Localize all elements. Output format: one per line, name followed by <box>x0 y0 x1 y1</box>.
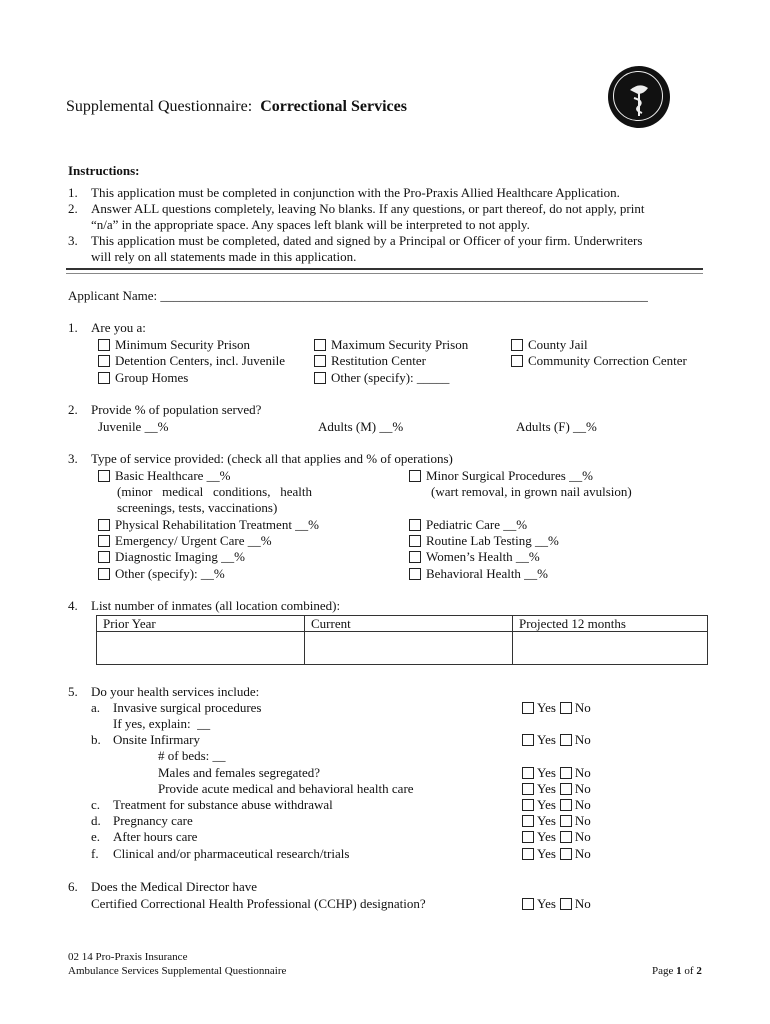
yes-checkbox[interactable] <box>522 898 534 910</box>
q5-item-text: Treatment for substance abuse withdrawal <box>113 797 333 812</box>
checkbox[interactable] <box>314 355 326 367</box>
yes-no-choice[interactable]: Yes No <box>522 765 591 781</box>
footer-line: Ambulance Services Supplemental Questionnaire <box>68 965 287 977</box>
q5-item-text: Clinical and/or pharmaceutical research/trials <box>113 846 350 861</box>
q3-option[interactable]: Minor Surgical Procedures __% <box>409 468 593 484</box>
checkbox[interactable] <box>98 551 110 563</box>
q1-option[interactable]: Group Homes <box>98 370 188 386</box>
checkbox[interactable] <box>409 519 421 531</box>
q3-option[interactable]: Diagnostic Imaging __% <box>98 549 245 565</box>
q1-option[interactable]: Restitution Center <box>314 353 426 369</box>
yes-no-choice[interactable]: Yes No <box>522 732 591 748</box>
q4-number: 4. <box>68 598 78 613</box>
no-checkbox[interactable] <box>560 799 572 811</box>
checkbox[interactable] <box>98 519 110 531</box>
no-checkbox[interactable] <box>560 734 572 746</box>
yes-checkbox[interactable] <box>522 702 534 714</box>
yes-no-choice[interactable]: Yes No <box>522 813 591 829</box>
no-checkbox[interactable] <box>560 898 572 910</box>
instruction-text: This application must be completed, dated and signed by a Principal or Officer of your firm. Underwriters <box>91 233 643 248</box>
instruction-num: 2. <box>68 201 78 216</box>
checkbox[interactable] <box>314 339 326 351</box>
q4-text: List number of inmates (all location combined): <box>91 598 341 613</box>
instruction-text: Answer ALL questions completely, leaving No blanks. If any questions, or part thereof, do not apply, print <box>91 201 645 216</box>
q1-option[interactable]: County Jail <box>511 337 588 353</box>
q5-item-text: After hours care <box>113 829 198 844</box>
table-header-row <box>97 616 708 632</box>
yes-checkbox[interactable] <box>522 799 534 811</box>
instruction-text: “n/a” in the appropriate space. Any spaces left blank will be interpreted to not apply. <box>91 217 530 232</box>
q1-number: 1. <box>68 320 78 335</box>
projected-cell[interactable] <box>513 632 708 665</box>
inmates-table <box>96 615 708 665</box>
no-checkbox[interactable] <box>560 783 572 795</box>
q3-option[interactable]: Pediatric Care __% <box>409 517 527 533</box>
q5-item-label: e. <box>91 829 101 844</box>
q5-item-text: Invasive surgical procedures <box>113 700 262 715</box>
yes-checkbox[interactable] <box>522 734 534 746</box>
checkbox[interactable] <box>409 470 421 482</box>
q5-item-label: c. <box>91 797 101 812</box>
yes-no-choice[interactable]: Yes No <box>522 797 591 813</box>
instruction-text: This application must be completed in conjunction with the Pro-Praxis Allied Healthcare Application. <box>91 185 620 200</box>
checkbox[interactable] <box>98 535 110 547</box>
q2-text: Provide % of population served? <box>91 402 262 417</box>
yes-no-choice[interactable]: Yes No <box>522 846 591 862</box>
company-logo <box>608 66 670 128</box>
no-checkbox[interactable] <box>560 702 572 714</box>
q1-option[interactable]: Minimum Security Prison <box>98 337 250 353</box>
yes-checkbox[interactable] <box>522 848 534 860</box>
no-checkbox[interactable] <box>560 767 572 779</box>
checkbox[interactable] <box>98 372 110 384</box>
q5-item-text: Males and females segregated? <box>158 765 321 780</box>
q1-text: Are you a: <box>91 320 146 335</box>
instruction-num: 1. <box>68 185 78 200</box>
q5-item-label: f. <box>91 846 99 861</box>
title-bold: Correctional Services <box>260 98 407 115</box>
q5-item-label: d. <box>91 813 101 828</box>
q3-option[interactable]: Basic Healthcare __% <box>98 468 231 484</box>
yes-no-choice[interactable]: Yes No <box>522 781 591 797</box>
q2-juvenile[interactable]: Juvenile __% <box>98 419 169 434</box>
column-header: Prior Year <box>97 616 305 632</box>
applicant-name-field[interactable]: Applicant Name: ___________________________________________________________________________ <box>68 288 648 303</box>
q3-option[interactable]: Physical Rehabilitation Treatment __% <box>98 517 319 533</box>
column-header: Projected 12 months <box>513 616 708 632</box>
no-checkbox[interactable] <box>560 848 572 860</box>
q3-option[interactable]: Other (specify): __% <box>98 566 225 582</box>
yes-checkbox[interactable] <box>522 783 534 795</box>
checkbox[interactable] <box>511 339 523 351</box>
q5-number: 5. <box>68 684 78 699</box>
q1-option[interactable]: Other (specify): _____ <box>314 370 449 386</box>
page-number: Page 1 of 2 <box>652 965 702 977</box>
q3-number: 3. <box>68 451 78 466</box>
q3-note: screenings, tests, vaccinations) <box>117 500 278 515</box>
no-checkbox[interactable] <box>560 815 572 827</box>
q3-text: Type of service provided: (check all that applies and % of operations) <box>91 451 453 466</box>
footer-line: 02 14 Pro-Praxis Insurance <box>68 951 188 963</box>
q1-option[interactable]: Community Correction Center <box>511 353 687 369</box>
q5-item-text: Onsite Infirmary <box>113 732 201 747</box>
instruction-text: will rely on all statements made in this application. <box>91 249 357 264</box>
yes-no-choice[interactable]: Yes No <box>522 700 591 716</box>
current-cell[interactable] <box>305 632 513 665</box>
column-header: Current <box>305 616 513 632</box>
title-prefix: Supplemental Questionnaire: <box>66 98 253 115</box>
q3-option[interactable]: Emergency/ Urgent Care __% <box>98 533 272 549</box>
q5-text: Do your health services include: <box>91 684 260 699</box>
q5-item-label: a. <box>91 700 101 715</box>
table-row <box>97 632 708 665</box>
q3-option[interactable]: Routine Lab Testing __% <box>409 533 559 549</box>
q5-item-text: # of beds: __ <box>158 748 226 763</box>
q2-adults-male[interactable]: Adults (M) __% <box>318 419 404 434</box>
q3-option[interactable]: Behavioral Health __% <box>409 566 548 582</box>
section-divider <box>66 268 703 274</box>
q5-item-text: Provide acute medical and behavioral health care <box>158 781 414 796</box>
q5-item-text: Pregnancy care <box>113 813 193 828</box>
checkbox[interactable] <box>98 568 110 580</box>
q6-number: 6. <box>68 879 78 894</box>
checkbox[interactable] <box>314 372 326 384</box>
yes-checkbox[interactable] <box>522 767 534 779</box>
yes-no-choice[interactable]: Yes No <box>522 896 591 912</box>
checkbox[interactable] <box>409 568 421 580</box>
q5-item-label: b. <box>91 732 101 747</box>
instruction-num: 3. <box>68 233 78 248</box>
checkbox[interactable] <box>409 551 421 563</box>
q6-text: Certified Correctional Health Professional (CCHP) designation? <box>91 896 426 911</box>
q3-note: (minor medical conditions, health <box>117 484 312 499</box>
q3-option[interactable]: Women’s Health __% <box>409 549 540 565</box>
checkbox[interactable] <box>511 355 523 367</box>
q3-note: (wart removal, in grown nail avulsion) <box>431 484 632 499</box>
q6-text: Does the Medical Director have <box>91 879 258 894</box>
no-checkbox[interactable] <box>560 831 572 843</box>
instructions-heading: Instructions: <box>68 163 140 178</box>
q1-option[interactable]: Maximum Security Prison <box>314 337 468 353</box>
q2-adults-female[interactable]: Adults (F) __% <box>516 419 597 434</box>
page-title <box>66 98 407 116</box>
yes-checkbox[interactable] <box>522 815 534 827</box>
q1-option[interactable]: Detention Centers, incl. Juvenile <box>98 353 285 369</box>
q2-number: 2. <box>68 402 78 417</box>
q5-item-text: If yes, explain: __ <box>113 716 211 731</box>
yes-no-choice[interactable]: Yes No <box>522 829 591 845</box>
checkbox[interactable] <box>409 535 421 547</box>
checkbox[interactable] <box>98 355 110 367</box>
checkbox[interactable] <box>98 339 110 351</box>
checkbox[interactable] <box>98 470 110 482</box>
yes-checkbox[interactable] <box>522 831 534 843</box>
prior-year-cell[interactable] <box>97 632 305 665</box>
